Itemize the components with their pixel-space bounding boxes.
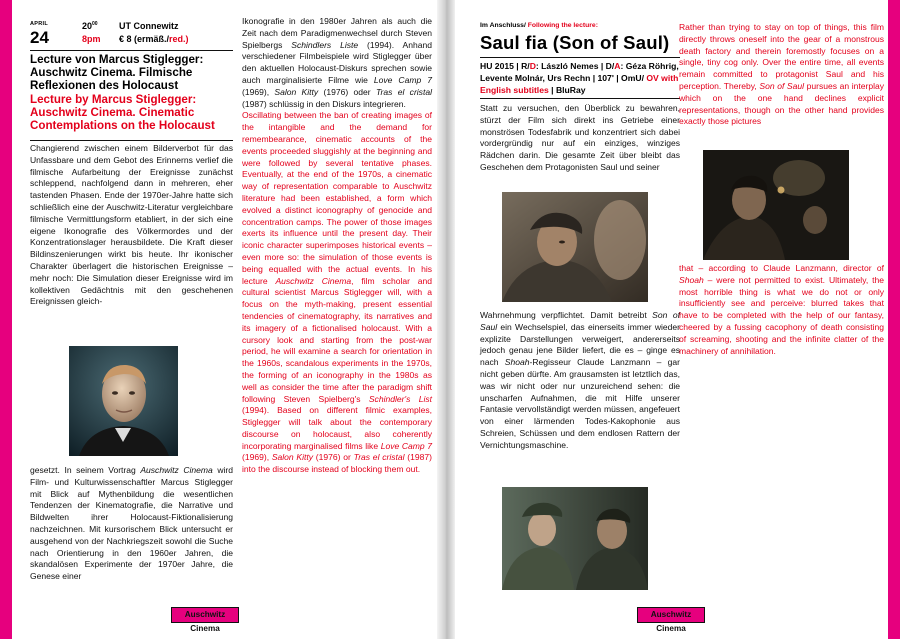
fde2-c: ein Wechselspiel, das einerseits immer wieder explizite Darstellungen verweigert, andererseits jedoch genau jene Bilder liefert, die es – ginge es nach xyxy=(480,321,680,368)
right-footer-tag: Auschwitz Cinema xyxy=(637,607,705,623)
meta-b: D xyxy=(529,61,536,71)
meta-e: : Géza Röhrig, Levente Molnár, Urs Rechn | 107' | OmU/ xyxy=(480,61,679,84)
fde2-e: -Regisseur Claude Lanzmann – gar nicht geben dürfte. Am grausamsten ist letztlich das, was wir nicht oder nur unzureichend sehen: die unscharfen Aufnahmen, die mit Hilfe unserer Fantasie vervollständigt werden müssen, angefeuert von einer lärmenden Todes-Kakophonie aus Schreien, Schüssen und dem endlosen Rattern der Vernichtungsmaschine. xyxy=(480,357,680,450)
de2-title: Auschwitz Cinema xyxy=(140,465,213,475)
de3-i: (1987) schlüssig in den Diskurs integrieren. xyxy=(242,98,406,109)
fen1-a: Rather than trying to stay on top of things, this film directly throws oneself into the gear of a monstrous death factory and therein foremostly focuses on a single, tiny cog only. Over the entire time, all events remain committed to protagonist Saul and his perception. Thereby, xyxy=(679,22,884,91)
film-text-de-2 xyxy=(480,310,680,452)
meta-a: HU 2015 | R/ xyxy=(480,61,530,71)
kicker-en: Following the lecture: xyxy=(527,22,598,29)
meta-g: | BluRay xyxy=(548,85,586,96)
en1-title: Auschwitz Cinema xyxy=(275,275,352,286)
left-column-de-top xyxy=(30,143,233,308)
de2-c: wird Film- und Kulturwissenschaftler Marcus Stiglegger mit Blick auf Mythenbildung die wesentlichen Tendenzen der Kinematografie, die Narrative und Bildwelten ihrer Holocaust-Fiktionalisierung nachzeichnen. Mit kursorischem Blick untersucht er ausgehend von der Nachkriegszeit sowohl die Suche nach Orientierung in den 1960er Jahren, die skandalösen Experimente der 1970er Jahre, die Genese einer xyxy=(30,465,233,582)
film-title: Saul fia (Son of Saul) xyxy=(480,32,670,53)
body-text-de-3 xyxy=(242,16,432,110)
left-page xyxy=(12,0,437,639)
de3-film-3: Salon Kitty xyxy=(274,86,319,97)
de3-film-1: Schindlers Liste xyxy=(291,39,359,50)
fde2-title: Son of Saul xyxy=(480,310,680,332)
speaker-portrait-image xyxy=(69,346,178,456)
event-time-en: 8pm xyxy=(82,34,101,44)
en1-i: (1976) or xyxy=(313,452,354,463)
de3-a: Ikonografie in den 1980er Jahren als auch die Zeit nach dem Paradigmenwechsel durch Steven Spielbergs xyxy=(242,16,432,50)
de3-film-2: Love Camp 7 xyxy=(373,74,433,85)
event-time-hour: 20 xyxy=(82,21,93,31)
en1-e: (1994). Based on different filmic examples, Stiglegger will talk about the contemporary discourse on holocaust, also coherently incorporating marginalised films like xyxy=(242,405,432,451)
film-meta-rule xyxy=(480,98,680,99)
event-day: 24 xyxy=(30,28,49,47)
event-price xyxy=(119,34,189,44)
fen1-title: Son of Saul xyxy=(759,80,805,91)
price-main: € 8 (ermäß./ xyxy=(119,34,170,44)
kicker-de: Im Anschluss/ xyxy=(480,22,528,29)
film-title-rule xyxy=(480,57,680,58)
fen1-c: pursues an interplay which on the one hand declines explicit representations, though on the other hand provides exactly those pictures xyxy=(679,80,885,127)
right-page xyxy=(455,0,888,639)
lecture-title-en: Lecture by Marcus Stiglegger: Auschwitz Cinema. Cinematic Contemplations on the Holocaust xyxy=(30,92,215,133)
de3-c: (1994). Anhand verschiedener Filmbeispiele wird Stiglegger über den aktuellen Holocaust-Diskurs sprechen sowie auch marginalisierte Filme wie xyxy=(242,39,432,85)
event-venue: UT Connewitz xyxy=(119,21,179,31)
event-month: APRIL xyxy=(30,21,48,27)
meta-c: : László Nemes | D/ xyxy=(535,61,615,71)
price-red: red.) xyxy=(169,34,189,44)
film-meta xyxy=(480,60,680,97)
fde2-a: Wahrnehmung verpflichtet. Damit betreibt xyxy=(480,310,653,320)
film-text-de-1: Statt zu versuchen, den Überblick zu bewahren, stürzt der Film sich direkt ins Getriebe einer monströsen Todesfabrik und konzentriert sich dabei vordergründig nur auf ein einziges, winziges Rädchen darin. Die gesamte Zeit über bleibt das Geschehen dem Protagonisten Saul und seiner xyxy=(480,103,680,172)
event-time xyxy=(82,21,98,31)
film-still-3 xyxy=(703,150,849,260)
de2-a: gesetzt. In seinem Vortrag xyxy=(30,465,141,475)
meta-d: A xyxy=(614,61,621,71)
film-still-1-image xyxy=(502,192,648,302)
film-still-1 xyxy=(502,192,648,302)
header-rule xyxy=(30,50,233,51)
en1-a: Oscillating between the ban of creating images of the intangible and the demand for remembearance, cinematic accounts of the events proceeded sluggishly at the beginning and were followed by several tentative phases. Eventually, at the end of the 1970s, a cinematic way of representation comparable to Auschwitz literature had been established, a form which evolved a distinct iconography of genocide and concentration camps. The power of those images exerts its influence until the present day. Their iconic character superimposes historical events – even more so: the simulation of those events is being equalled with the actual events. In his lecture xyxy=(242,110,432,286)
book-gutter xyxy=(437,0,455,639)
en1-film-2: Love Camp 7 xyxy=(380,440,432,451)
en1-k: (1987) into the discourse instead of blocking them out. xyxy=(242,452,432,475)
en1-film-3: Salon Kitty xyxy=(271,452,314,463)
speaker-portrait xyxy=(69,346,178,456)
lecture-title xyxy=(30,53,233,132)
film-text-en-2 xyxy=(679,263,884,357)
fde2-shoah: Shoah xyxy=(504,357,530,368)
de3-film-4: Tras el cristal xyxy=(375,86,432,97)
body-text-de-2 xyxy=(30,465,233,583)
left-column-de-bottom xyxy=(30,465,233,583)
body-text-en-1 xyxy=(242,110,432,476)
fen2-a: that – according to Claude Lanzmann, director of xyxy=(679,263,884,273)
fen2-shoah: Shoah xyxy=(679,274,704,285)
title-rule xyxy=(30,140,233,141)
en1-g: (1969), xyxy=(242,452,272,463)
right-column-de-top xyxy=(480,103,680,174)
de3-g: (1976) oder xyxy=(318,86,376,97)
meta-f: OV with English subtitles xyxy=(480,73,679,96)
left-footer-tag: Auschwitz Cinema xyxy=(171,607,239,623)
left-column-2 xyxy=(242,16,432,476)
en1-film-4: Tras el cristal xyxy=(353,452,405,463)
film-still-2 xyxy=(502,487,648,590)
film-kicker xyxy=(480,22,598,29)
film-still-2-image xyxy=(502,487,648,590)
film-text-en-1 xyxy=(679,22,884,128)
fen2-c: – were not permitted to exist. Ultimately, the most horrible thing is what we do not or only insufficiently see and perceive: blurred takes that have to be completed with the help of our fantasy, cheered by a fussing cacophony of death consisting of screaming, shooting and the infinite clatter of the machinery of annihilation. xyxy=(679,274,884,356)
de3-e: (1969), xyxy=(242,86,275,97)
lecture-title-de: Lecture von Marcus Stiglegger: Auschwitz Cinema. Filmische Reflexionen des Holocaust xyxy=(30,53,204,93)
film-still-3-image xyxy=(703,150,849,260)
right-column-en-top xyxy=(679,22,884,128)
right-column-en-bottom xyxy=(679,263,884,357)
body-text-de-1: Changierend zwischen einem Bilderverbot für das Unfassbare und dem Gebot des Erinnerns verlief die filmische Aufarbeitung der Ereignisse zunächst schleppend, nachfolgend dann in mehreren, eher tastenden Phasen. Ende der 1970er-Jahre hatte sich schließlich eine der Auschwitz-Literatur vergleichbare filmische Vermittlungsform etabliert, in der sich eine eigene Ikonografie des Völkermordes und der Konzentrationslager herausbildete. Die Kraft dieser Bildinszenierungen wirkt bis heute. Ihr ikonischer Charakter überlagert die historischen Ereignisse – mehr noch: Die Simulation dieser Ereignisse wird im kollektiven Gedächtnis mit den geschehenen Ereignissen gleich- xyxy=(30,143,233,307)
right-column-de-bottom xyxy=(480,310,680,452)
en1-c: , film scholar and cultural scientist Marcus Stiglegger will, with a focus on the myth-making, present essential tendencies of cinematography, its narratives and its imagery of a fictionalised holocaust. With a cursory look and starting from the post-war period, he will examine a search for orientation in the 1960s, scandalous experiments in the 1970s, the forming of an iconography in the 1980s as well as consider the time after the paradigm shift following Steven Spielberg's xyxy=(242,275,432,404)
event-time-minutes: 00 xyxy=(92,21,98,27)
en1-film-1: Schindler's List xyxy=(368,393,432,404)
